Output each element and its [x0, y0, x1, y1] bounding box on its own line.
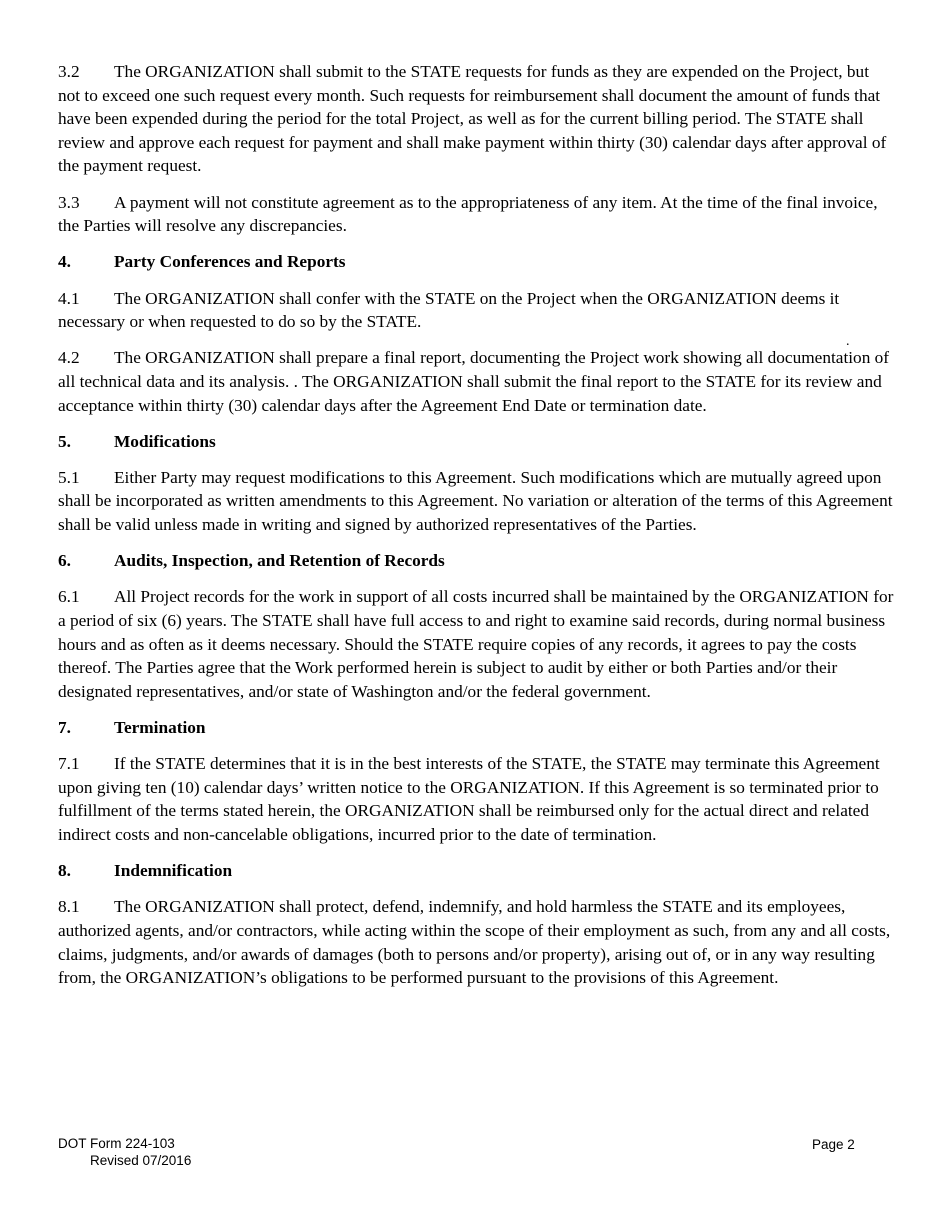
section-title: Party Conferences and Reports	[114, 252, 346, 272]
clause-7-1	[58, 752, 894, 846]
section-title: Modifications	[114, 431, 216, 451]
clause-number: 3.3	[58, 192, 80, 212]
clause-number: 4.1	[58, 288, 80, 308]
document-body	[58, 60, 894, 1002]
section-heading-5	[58, 430, 894, 454]
clause-number: 5.1	[58, 467, 80, 487]
section-number: 7.	[58, 718, 71, 737]
clause-8-1	[58, 895, 894, 989]
clause-number: 7.1	[58, 754, 80, 774]
footer-revision-date: Revised 07/2016	[90, 1152, 192, 1168]
section-title: Indemnification	[114, 861, 233, 881]
clause-number: 4.2	[58, 348, 80, 368]
section-number: 5.	[58, 431, 71, 451]
footer-form-info	[58, 1136, 191, 1169]
stray-mark: .	[846, 334, 850, 349]
clause-number: 8.1	[58, 897, 80, 917]
clause-text: The ORGANIZATION shall submit to the STATE requests for funds as they are expended on the Project, but not to exceed one such request every month. Such requests for reimbursement shall document the amount of funds that have been expended during the period for the total Project, as well as for the current billing period. The STATE shall review and approve each request for payment and shall make payment within thirty (30) calendar days after approval of the payment request.	[58, 62, 887, 176]
clause-6-1	[58, 585, 894, 703]
clause-text: The ORGANIZATION shall protect, defend, indemnify, and hold harmless the STATE and its employees, authorized agents, and/or contractors, while acting within the scope of their employment as such, from any and all costs, claims, judgments, and/or awards of damages (both to persons and/or property), arising out of, or in any way resulting from, the ORGANIZATION’s obligations to be performed pursuant to the provisions of this Agreement.	[58, 897, 891, 988]
section-heading-7	[58, 716, 894, 740]
clause-4-2	[58, 346, 894, 417]
section-number: 6.	[58, 551, 71, 571]
clause-3-2	[58, 60, 894, 178]
section-number: 4.	[58, 252, 71, 272]
section-heading-8	[58, 859, 894, 883]
footer-form-number: DOT Form 224-103	[58, 1136, 175, 1151]
clause-text: Either Party may request modifications to this Agreement. Such modifications which are mutually agreed upon shall be incorporated as written amendments to this Agreement. No variation or alteration of the terms of this Agreement shall be valid unless made in writing and signed by authorized representatives of the Parties.	[58, 467, 893, 535]
section-title: Termination	[114, 718, 206, 737]
clause-text: All Project records for the work in support of all costs incurred shall be maintained by the ORGANIZATION for a period of six (6) years. The STATE shall have full access to and right to examine said records, during normal business hours and as often as it deems necessary. Should the STATE require copies of any records, it agrees to pay the costs thereof. The Parties agree that the Work performed herein is subject to audit by either or both Parties and/or their designated representatives, and/or state of Washington and/or the federal government.	[58, 587, 894, 701]
section-heading-4	[58, 250, 894, 274]
footer-page-number: Page 2	[812, 1137, 855, 1152]
clause-text: A payment will not constitute agreement as to the appropriateness of any item. At the time of the final invoice, the Parties will resolve any discrepancies.	[58, 192, 878, 236]
section-number: 8.	[58, 861, 71, 881]
clause-5-1	[58, 466, 894, 537]
clause-3-3	[58, 191, 894, 238]
section-title: Audits, Inspection, and Retention of Records	[114, 551, 445, 571]
clause-text: The ORGANIZATION shall prepare a final report, documenting the Project work showing all documentation of all technical data and its analysis. . The ORGANIZATION shall submit the final report to the STATE for its review and acceptance within thirty (30) calendar days after the Agreement End Date or termination date.	[58, 348, 890, 415]
clause-text: The ORGANIZATION shall confer with the STATE on the Project when the ORGANIZATION deems it necessary or when requested to do so by the STATE.	[58, 288, 840, 332]
section-heading-6	[58, 549, 894, 573]
clause-number: 6.1	[58, 587, 80, 607]
clause-text: If the STATE determines that it is in the best interests of the STATE, the STATE may terminate this Agreement upon giving ten (10) calendar days’ written notice to the ORGANIZATION. If this Agreement is so terminated prior to fulfillment of the terms stated herein, the ORGANIZATION shall be reimbursed only for the actual direct and related indirect costs and non-cancelable obligations, incurred prior to the date of termination.	[58, 754, 880, 844]
clause-4-1	[58, 287, 894, 334]
clause-number: 3.2	[58, 62, 80, 81]
